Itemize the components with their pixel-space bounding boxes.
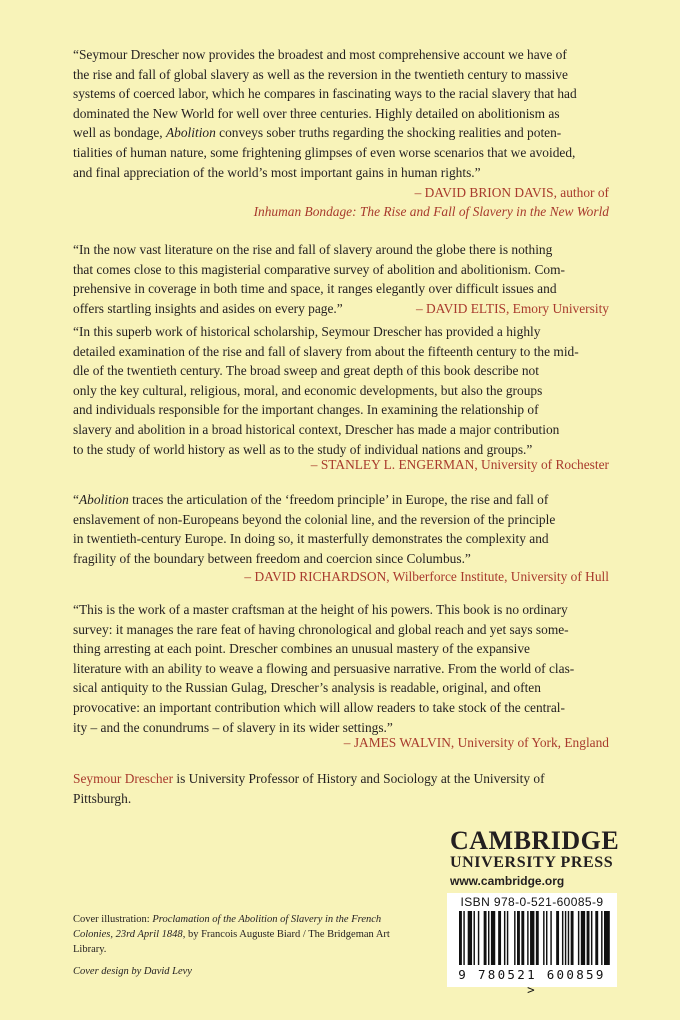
blurb-line: ity – and the conundrums – of slavery in its wider settings.” bbox=[73, 719, 393, 735]
barcode-bar bbox=[478, 911, 479, 965]
attribution-name: – DAVID RICHARDSON, Wilberforce Institute, University of Hull bbox=[244, 569, 609, 584]
credit-line bbox=[73, 912, 433, 927]
barcode-bar bbox=[514, 911, 515, 965]
blurb-line: dle of the twentieth century. The broad sweep and great depth of this book describe not bbox=[73, 363, 539, 379]
barcode-bar bbox=[507, 911, 508, 965]
blurb-line: “In this superb work of historical scholarship, Seymour Drescher has provided a highly bbox=[73, 324, 541, 339]
barcode-bar bbox=[550, 911, 551, 965]
barcode-bar bbox=[459, 911, 462, 965]
artwork-title-cont: Colonies, 23rd April 1848 bbox=[73, 929, 183, 940]
credit-line bbox=[73, 927, 433, 942]
barcode-bar bbox=[536, 911, 539, 965]
barcode-bars bbox=[451, 911, 613, 967]
barcode-bar bbox=[587, 911, 590, 965]
barcode-bar bbox=[488, 911, 489, 965]
blurb-line: only the key cultural, religious, moral, and economic developments, but also the groups bbox=[73, 382, 543, 398]
attribution-name: – JAMES WALVIN, University of York, England bbox=[343, 735, 609, 750]
blurb-eltis bbox=[73, 240, 609, 318]
attribution-name: – STANLEY L. ENGERMAN, University of Rochester bbox=[310, 457, 609, 472]
credit-label: Cover illustration: bbox=[73, 914, 153, 925]
blurb-line: and individuals responsible for the important changes. In examining the relationship of bbox=[73, 402, 539, 418]
barcode-bar bbox=[604, 911, 610, 965]
blurb-davis bbox=[73, 45, 609, 182]
barcode-bar bbox=[556, 911, 559, 965]
barcode-bar bbox=[498, 911, 501, 965]
blurb-line-with-italic: well as bondage, Abolition conveys sober truths regarding the shocking realities and poten- bbox=[73, 125, 562, 141]
blurb-line: prehensive in coverage in both time and space, it ranges elegantly over difficult issues and bbox=[73, 281, 557, 297]
barcode-bar bbox=[468, 911, 472, 965]
barcode-bar bbox=[527, 911, 528, 965]
blurb-line: that comes close to this magisterial comparative survey of abolition and abolitionism. Com- bbox=[73, 261, 566, 277]
blurb-line: offers startling insights and asides on every page.” bbox=[73, 300, 343, 316]
barcode-digits: 9 780521 600859 > bbox=[458, 967, 606, 997]
barcode-bar bbox=[568, 911, 569, 965]
barcode-bar bbox=[581, 911, 585, 965]
blurb-line: dominated the New World for well over three centuries. Highly detailed on abolitionism as bbox=[73, 105, 560, 121]
bio-line: Pittsburgh. bbox=[73, 790, 132, 806]
barcode-bar bbox=[543, 911, 544, 965]
blurb-line: provocative: an important contribution which will allow readers to take stock of the central- bbox=[73, 699, 565, 715]
barcode-bar bbox=[601, 911, 602, 965]
author-name: Seymour Drescher bbox=[73, 771, 174, 786]
blurb-line: in twentieth-century Europe. In doing so, it masterfully demonstrates the complexity and bbox=[73, 531, 549, 547]
artwork-title: Proclamation of the Abolition of Slavery in the French bbox=[152, 914, 382, 925]
blurb-line: “Seymour Drescher now provides the broadest and most comprehensive account we have of bbox=[73, 47, 567, 62]
blurb-line: to the study of world history as well as to the study of individual nations and groups.” bbox=[73, 441, 533, 457]
bio-line bbox=[73, 769, 633, 789]
designer-credit: Cover design by David Levy bbox=[73, 966, 192, 977]
blurb-line: sical antiquity to the Russian Gulag, Drescher’s analysis is readable, original, and often bbox=[73, 680, 541, 696]
barcode-bar bbox=[474, 911, 475, 965]
barcode-bar bbox=[565, 911, 566, 965]
barcode-bar bbox=[521, 911, 524, 965]
isbn-label: ISBN 978-0-521-60085-9 bbox=[460, 895, 604, 909]
blurb-line: survey: it manages the rare feat of having chronological and global reach and yet says some- bbox=[73, 621, 569, 637]
blurb-last-line bbox=[73, 299, 609, 319]
barcode-bar bbox=[562, 911, 563, 965]
blurb-line-with-italic: “Abolition traces the articulation of the ‘freedom principle’ in Europe, the rise and fall of bbox=[73, 492, 549, 507]
blurb-line: detailed examination of the rise and fall of slavery from about the fifteenth century to the mid- bbox=[73, 343, 579, 359]
barcode-bar bbox=[504, 911, 505, 965]
barcode-bar bbox=[591, 911, 592, 965]
publisher-logo-subtitle: UNIVERSITY PRESS bbox=[450, 854, 614, 871]
blurb-line: enslavement of non-Europeans beyond the colonial line, and the reversion of the principle bbox=[73, 511, 556, 527]
blurb-engerman bbox=[73, 322, 609, 459]
credit-artist: , by Francois Auguste Biard / The Bridgeman Art bbox=[182, 929, 390, 940]
barcode-bar bbox=[571, 911, 574, 965]
blurb-richardson bbox=[73, 490, 609, 568]
barcode-bar bbox=[484, 911, 487, 965]
barcode-bar bbox=[530, 911, 534, 965]
barcode-bar bbox=[546, 911, 547, 965]
blurb-walvin bbox=[73, 600, 609, 737]
attribution-engerman bbox=[73, 455, 609, 475]
attribution-name: – DAVID BRION DAVIS, author of bbox=[414, 185, 609, 200]
publisher-url: www.cambridge.org bbox=[450, 874, 565, 888]
publisher-logo-title: CAMBRIDGE bbox=[450, 826, 620, 855]
attribution-richardson bbox=[73, 567, 609, 587]
author-bio bbox=[73, 769, 633, 808]
attribution-davis bbox=[73, 183, 609, 203]
book-title: Inhuman Bondage: The Rise and Fall of Slavery in the New World bbox=[253, 204, 609, 219]
attribution-walvin bbox=[73, 733, 609, 753]
isbn-barcode bbox=[447, 893, 617, 997]
blurb-line: and final appreciation of the world’s most important gains in human rights.” bbox=[73, 164, 481, 180]
cover-design-credit bbox=[73, 964, 433, 979]
blurb-line: tialities of human nature, some frightening glimpses of even worse scenarios that we avoided, bbox=[73, 144, 576, 160]
cover-illustration-credit bbox=[73, 912, 433, 957]
blurb-line: slavery and abolition in a broad historical context, Drescher has made a major contribution bbox=[73, 421, 560, 437]
blurb-line: “This is the work of a master craftsman at the height of his powers. This book is no ordinary bbox=[73, 602, 568, 617]
bio-text: is University Professor of History and Sociology at the University of bbox=[173, 771, 545, 786]
barcode-bar bbox=[463, 911, 464, 965]
attribution-eltis: – DAVID ELTIS, Emory University bbox=[415, 300, 609, 316]
barcode-bar bbox=[578, 911, 579, 965]
credit-line: Library. bbox=[73, 944, 107, 955]
blurb-line: thing arresting at each point. Drescher combines an unusual mastery of the expansive bbox=[73, 641, 530, 657]
barcode-bar bbox=[595, 911, 598, 965]
blurb-line: the rise and fall of global slavery as well as the reversion in the twentieth century to massive bbox=[73, 66, 568, 82]
blurb-line: systems of coerced labor, which he compares in fascinating ways to the racial slavery that had bbox=[73, 86, 577, 102]
blurb-line: literature with an ability to weave a flowing and persuasive narrative. From the world of clas- bbox=[73, 660, 575, 676]
blurb-line: fragility of the boundary between freedom and coercion since Columbus.” bbox=[73, 550, 471, 566]
barcode-bar bbox=[491, 911, 495, 965]
attribution-book bbox=[73, 202, 609, 222]
blurb-line: “In the now vast literature on the rise and fall of slavery around the globe there is nothing bbox=[73, 242, 553, 257]
barcode-bar bbox=[517, 911, 520, 965]
